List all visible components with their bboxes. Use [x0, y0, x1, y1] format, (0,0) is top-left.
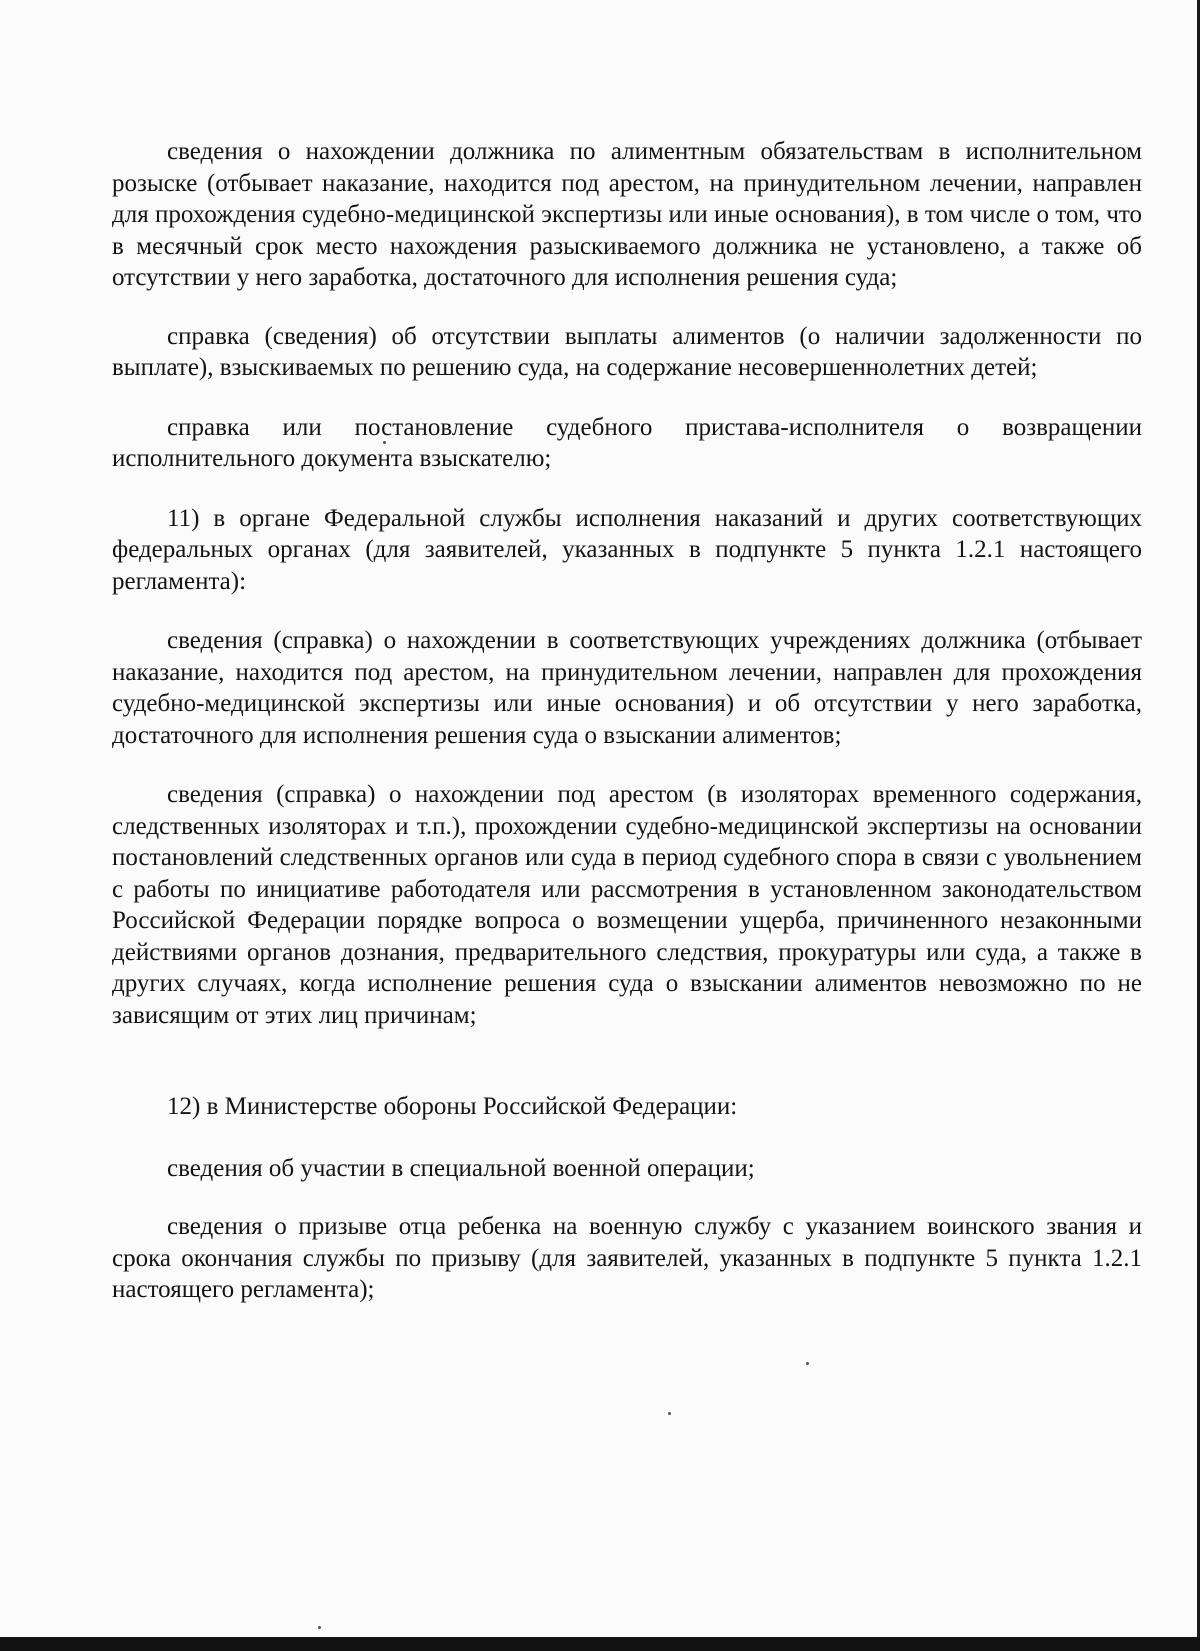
paragraph-special-military-operation: сведения об участии в специальной военной операции; — [167, 1154, 755, 1182]
paragraph-military-conscription: сведения о призыве отца ребенка на военную службу с указанием воинского звания и срока окончания службы по призыву (для заявителей, указанных в подпункте 5 пункта 1.2.1 настоящего регламента); — [112, 1213, 1142, 1303]
paragraph-gap — [112, 1184, 1142, 1211]
scan-speck — [383, 441, 386, 444]
paragraph-gap — [112, 384, 1142, 412]
paragraph-gap — [112, 1123, 1142, 1153]
paragraph-gap — [112, 751, 1142, 779]
document-body — [112, 136, 1142, 1306]
paragraph-arrest-info: сведения (справка) о нахождении под арестом (в изоляторах временного содержания, следственных изоляторах и т.п.), прохождении судебно-медицинской экспертизы на основании постановлений следственных органов или суда в период судебного спора в связи с увольнением с работы по инициативе работодателя или рассмотрения в установленном законодательством Российской Федерации порядке вопроса о возмещении ущерба, причиненного незаконными действиями органов дознания, предварительного следствия, прокуратуры или суда, а также в других случаях, когда исполнение решения суда о взыскании алиментов невозможно по не зависящим от этих лиц причинам; — [112, 781, 1142, 1029]
scan-bottom-edge — [0, 1637, 1200, 1651]
paragraph-item-11-fsin: 11) в органе Федеральной службы исполнения наказаний и других соответствующих федеральных органах (для заявителей, указанных в подпункте 5 пункта 1.2.1 настоящего регламента): — [112, 504, 1142, 595]
paragraph-gap — [112, 294, 1142, 321]
scan-speck — [806, 1362, 809, 1365]
paragraph-debtor-search-info: сведения о нахождении должника по алиментным обязательствам в исполнительном розыске (отбывает наказание, находится под арестом, на принудительном лечении, направлен для прохождения судебно-медицинской экспертизы или иные основания), в том числе о том, что в месячный срок место нахождения разыскиваемого должника не установлено, а также об отсутствии у него заработка, достаточного для исполнения решения суда; — [112, 138, 1142, 291]
paragraph-bailiff-resolution: справка или постановление судебного пристава-исполнителя о возвращении исполнительного документа взыскателю; — [112, 413, 1142, 472]
paragraph-gap — [112, 1031, 1142, 1091]
paragraph-institution-stay-info: сведения (справка) о нахождении в соответствующих учреждениях должника (отбывает наказание, находится под арестом, на принудительном лечении, направлен для прохождения судебно-медицинской экспертизы или иные основания) и об отсутствии у него заработка, достаточного для исполнения решения суда о взыскании алиментов; — [112, 627, 1142, 749]
paragraph-alimony-nonpayment-certificate: справка (сведения) об отсутствии выплаты алиментов (о наличии задолженности по выплате), взыскиваемых по решению суда, на содержание несовершеннолетних детей; — [112, 322, 1142, 381]
paragraph-item-12-defense-ministry: 12) в Министерстве обороны Российской Федерации: — [167, 1093, 738, 1120]
paragraph-gap — [112, 475, 1142, 503]
paragraph-gap — [112, 597, 1142, 625]
scan-speck — [318, 1626, 321, 1629]
scan-speck — [668, 1412, 671, 1415]
